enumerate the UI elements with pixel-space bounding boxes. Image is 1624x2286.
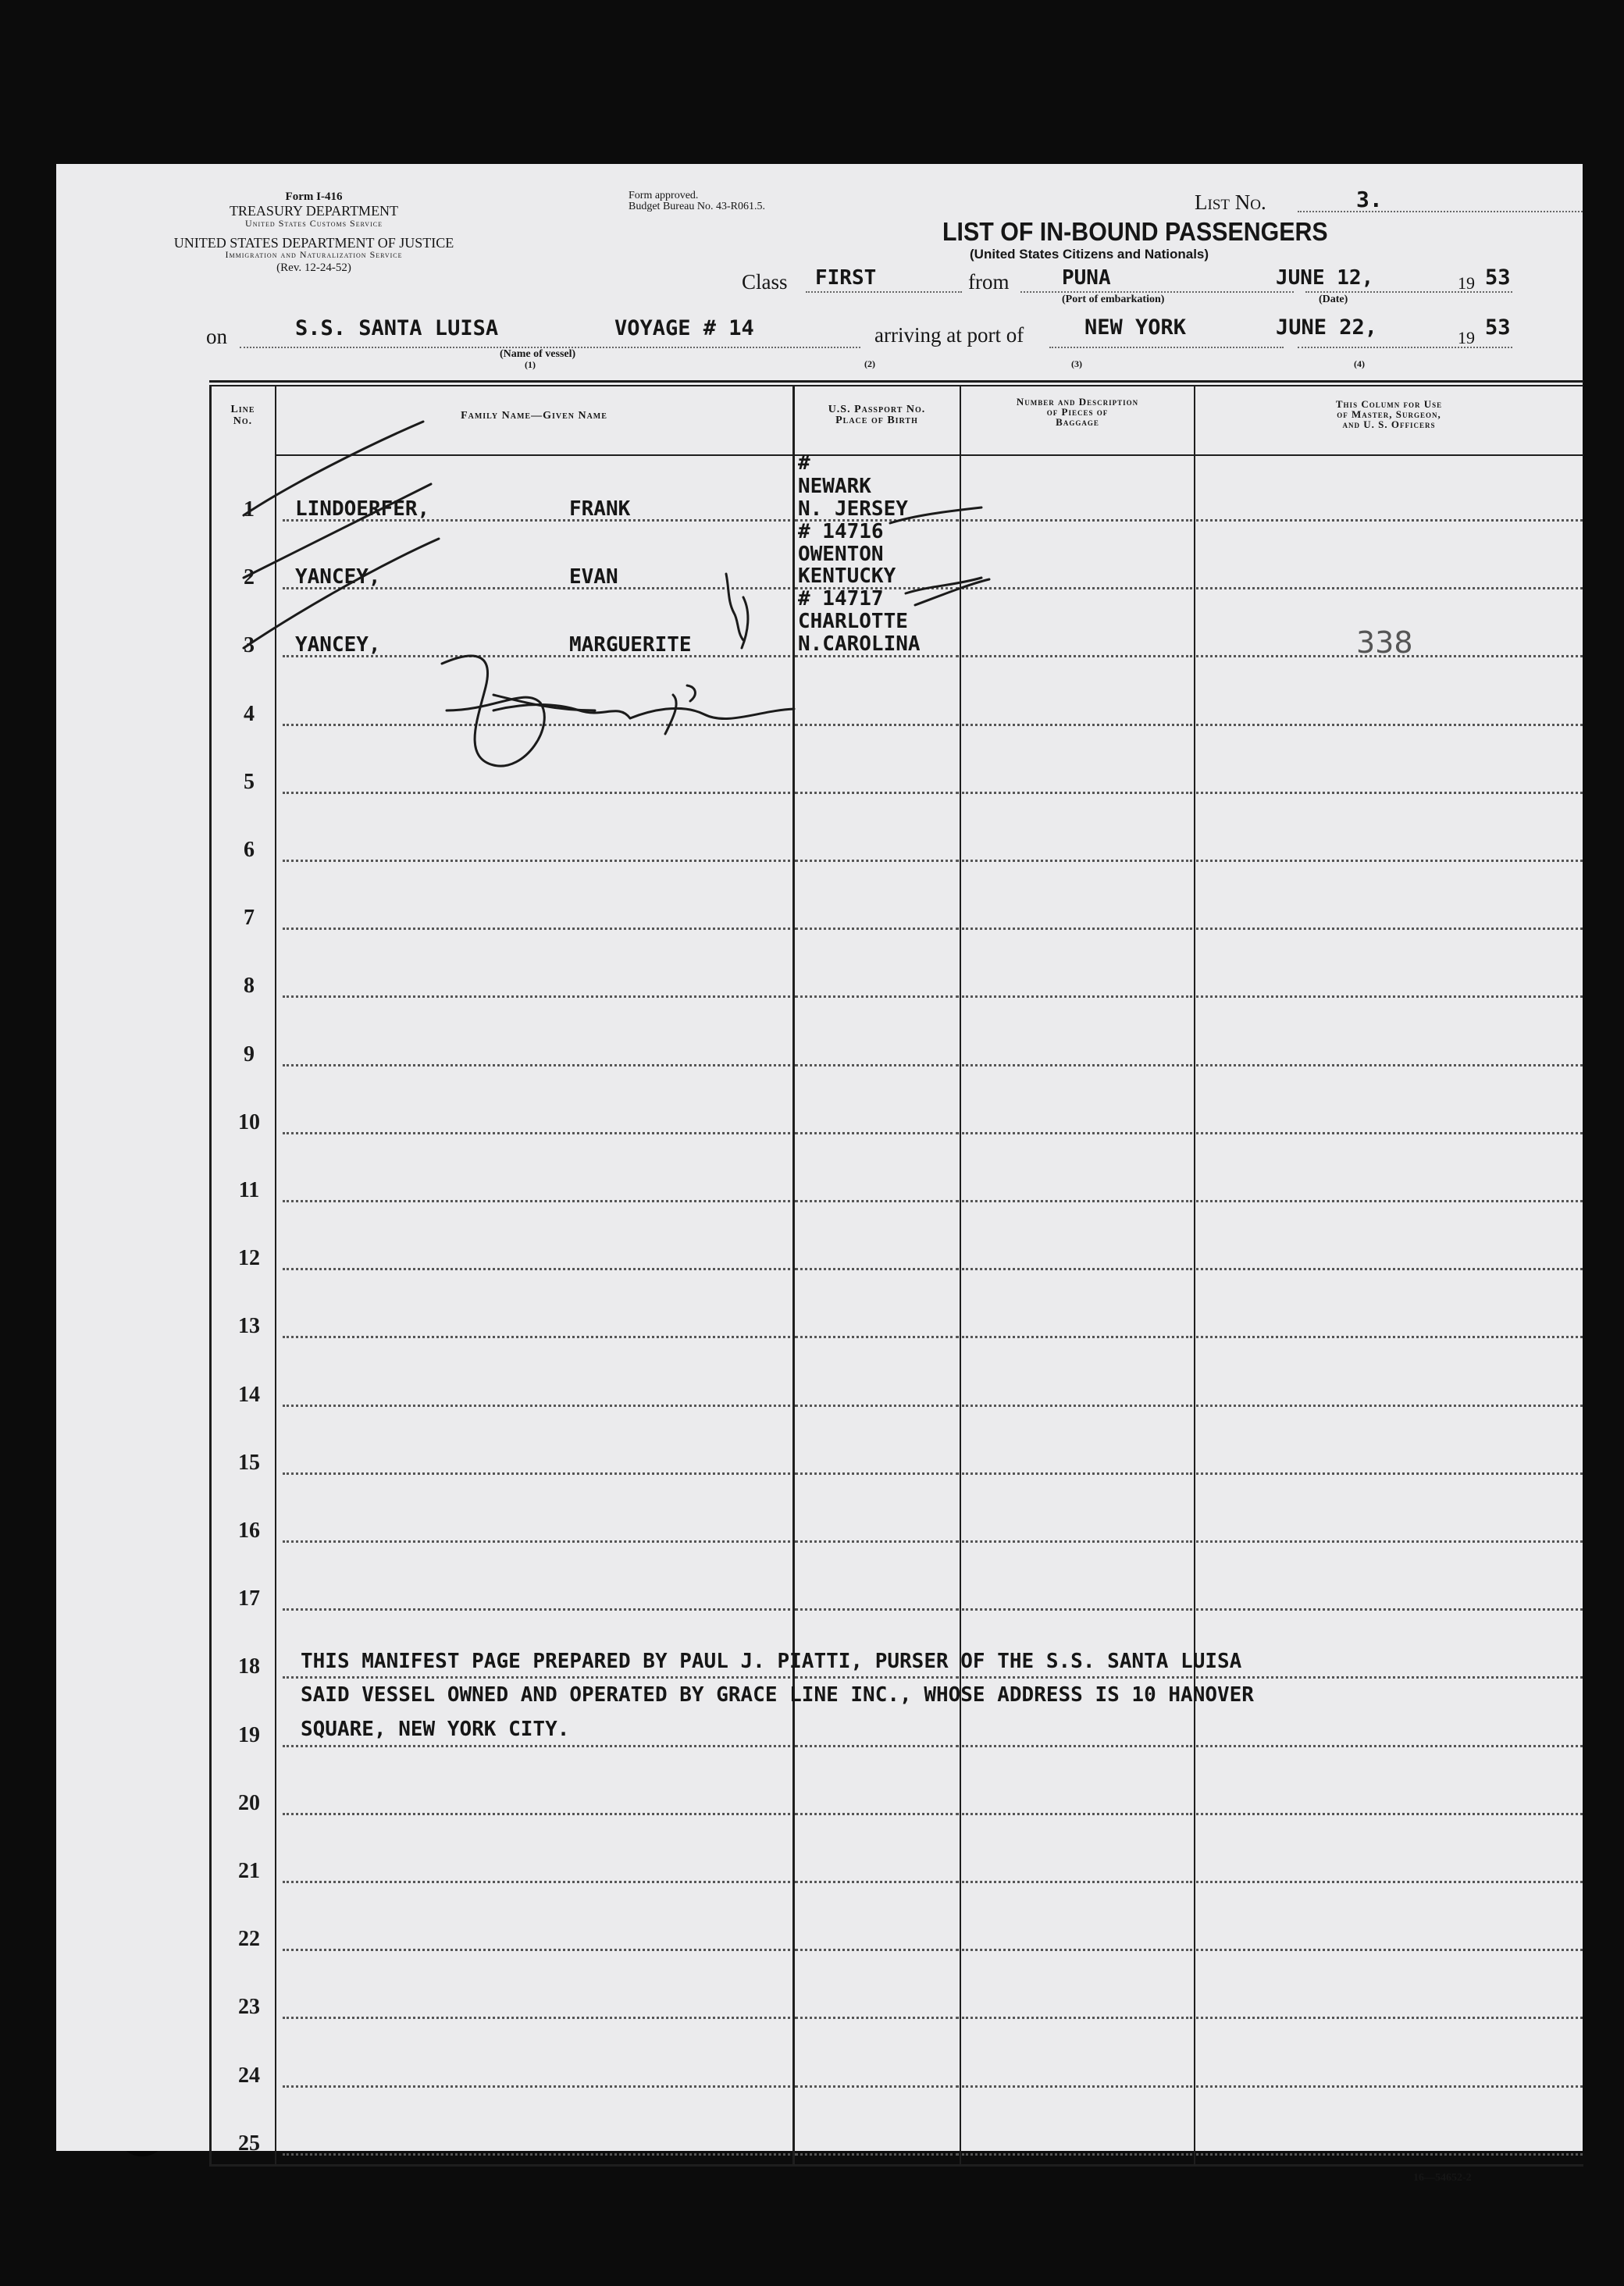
line-number: 18 — [238, 1654, 260, 1679]
line-number: 19 — [238, 1722, 260, 1747]
passenger-given-name: FRANK — [569, 497, 631, 521]
arrival-year: 53 — [1485, 315, 1511, 340]
line-number: 1 — [244, 497, 255, 522]
depart-year: 53 — [1485, 265, 1511, 290]
line-number: 20 — [238, 1790, 260, 1815]
arriving-label: arriving at port of — [874, 323, 1024, 347]
row-dotted-line — [283, 2153, 790, 2156]
line-number: 12 — [238, 1246, 260, 1271]
voyage-number: VOYAGE # 14 — [614, 316, 754, 340]
date-caption: (Date) — [1319, 294, 1348, 305]
line-number: 6 — [244, 838, 255, 862]
birthplace-entry: OWENTON — [798, 543, 884, 566]
caption-2: (2) — [864, 358, 875, 369]
manifest-page: Form I-416 TREASURY DEPARTMENT United States Customs Service UNITED STATES DEPARTMENT OF JUSTICE Immigration and Naturalization Service (Rev. 12-24-52) Form approved. Budget Bureau No. 43-R061.5. List No. 3. LIST OF IN-BOUND PASSENGERS (United States Citizens and Nationals) Class FIRST from PUNA (Port of embarkation) JUNE 12, (Date) 19 53 on S.S. SANTA LUISA VOYAGE # 14 (Name of vessel) (1) arriving at port of (2) NEW YORK (3) JUNE 22, (4) 19 53 Line No. Family Name—Given Name U.S. Passport No. Place of Birth Number and Description of Pieces of Baggage This Column for Use of Master, Surgeon, and U. S. Officers 1 2 3 4 5 6 7 8 9 10 11 12 13 14 15 16 17 18 19 20 21 22 23 24 25 LINDOERFER, FRANK YANCEY, EVAN YANCEY, MARGUERITE # NEWARK N. JERSEY # 14716 OWENTON KENTUCKY # 14717 CHARLOTTE N.CAROLINA 338 THIS MANIFEST PAGE PREPARED BY PAUL J. PIATTI, PURSER OF THE S.S. SANTA LUISA SAID VESSEL OWNED AND OPERATED BY GRACE LINE INC., WHOSE ADDRESS IS 10 HANOVER SQUARE, NEW YORK CITY. 16—54652-2 — [56, 164, 1583, 2151]
passenger-given-name: EVAN — [569, 565, 618, 589]
passenger-family-name: YANCEY, — [295, 565, 381, 589]
birthplace-entry: KENTUCKY — [798, 564, 896, 588]
caption-4: (4) — [1354, 358, 1365, 369]
passenger-given-name: MARGUERITE — [569, 633, 692, 657]
line-number: 21 — [238, 1859, 260, 1883]
line-number: 22 — [238, 1927, 260, 1952]
caption-3: (3) — [1071, 358, 1082, 369]
list-no-value: 3. — [1356, 187, 1383, 212]
row-dotted-line — [795, 2153, 959, 2156]
line-number: 7 — [244, 906, 255, 931]
caption-1: (1) — [525, 359, 536, 370]
justice-dept: UNITED STATES DEPARTMENT OF JUSTICE — [173, 235, 454, 251]
list-no-label: List No. — [1195, 190, 1266, 214]
treasury-dept: TREASURY DEPARTMENT — [229, 203, 399, 219]
budget-bureau: Budget Bureau No. 43-R061.5. — [629, 201, 765, 212]
statement-line: SAID VESSEL OWNED AND OPERATED BY GRACE LINE INC., WHOSE ADDRESS IS 10 HANOVER — [301, 1683, 1254, 1707]
birthplace-entry: N. JERSEY — [798, 497, 908, 521]
col-passport-header: U.S. Passport No. — [828, 404, 926, 415]
col-baggage-header: Number and Description — [1016, 396, 1139, 408]
birthplace-entry: CHARLOTTE — [798, 610, 908, 633]
col-officers-header: This Column for Use — [1335, 398, 1443, 410]
officer-note: 338 — [1356, 625, 1413, 660]
line-number: 25 — [238, 2131, 260, 2156]
line-number: 23 — [238, 1995, 260, 2020]
line-number: 9 — [244, 1042, 255, 1066]
line-number: 15 — [238, 1450, 260, 1475]
embark-port: PUNA — [1062, 266, 1111, 290]
line-number: 8 — [244, 974, 255, 999]
vessel-caption: (Name of vessel) — [500, 348, 576, 360]
form-approved: Form approved. — [629, 190, 699, 201]
customs-service: United States Customs Service — [245, 218, 383, 229]
arrival-date: JUNE 22, — [1276, 315, 1378, 340]
depart-year-prefix: 19 — [1458, 273, 1475, 293]
form-footer-code: 16—54652-2 — [1413, 2172, 1472, 2184]
line-number: 16 — [238, 1519, 260, 1543]
line-number: 17 — [238, 1586, 260, 1611]
passport-entry: # 14717 — [798, 587, 884, 611]
arrival-port: NEW YORK — [1084, 315, 1187, 340]
handwritten-marks — [56, 164, 1583, 2151]
line-number: 2 — [244, 565, 255, 590]
line-number: 10 — [238, 1109, 260, 1134]
birthplace-entry: NEWARK — [798, 475, 871, 498]
embark-caption: (Port of embarkation) — [1062, 294, 1165, 305]
arrival-year-prefix: 19 — [1458, 328, 1475, 347]
passenger-family-name: YANCEY, — [295, 633, 381, 657]
page-title: LIST OF IN-BOUND PASSENGERS — [942, 217, 1328, 246]
statement-line: THIS MANIFEST PAGE PREPARED BY PAUL J. PIATTI, PURSER OF THE S.S. SANTA LUISA — [301, 1650, 1242, 1673]
statement-line: SQUARE, NEW YORK CITY. — [301, 1718, 570, 1741]
depart-date: JUNE 12, — [1276, 266, 1374, 290]
table-bottom-border — [209, 2164, 1583, 2167]
class-value: FIRST — [815, 266, 877, 290]
line-number: 13 — [238, 1314, 260, 1339]
from-label: from — [968, 270, 1010, 294]
birthplace-entry: N.CAROLINA — [798, 632, 921, 656]
col-line-header: Line — [230, 404, 255, 415]
revision-date: (Rev. 12-24-52) — [276, 262, 351, 274]
passenger-family-name: LINDOERFER, — [295, 497, 430, 521]
form-number: Form I-416 — [285, 190, 343, 203]
line-number: 24 — [238, 2063, 260, 2088]
passport-entry: # — [798, 451, 810, 475]
page-subtitle: (United States Citizens and Nationals) — [970, 247, 1209, 262]
line-number: 4 — [244, 701, 255, 726]
col-name-header: Family Name—Given Name — [461, 410, 607, 422]
class-label: Class — [742, 270, 788, 294]
vessel-name: S.S. SANTA LUISA — [295, 316, 499, 340]
passport-entry: # 14716 — [798, 520, 884, 543]
row-dotted-line — [1196, 2153, 1583, 2156]
line-number: 14 — [238, 1382, 260, 1407]
line-number: 11 — [238, 1178, 260, 1202]
ins-service: Immigration and Naturalization Service — [225, 249, 403, 260]
line-number: 3 — [244, 633, 255, 658]
row-dotted-line — [962, 2153, 1192, 2156]
line-number: 5 — [244, 769, 255, 794]
on-label: on — [206, 325, 227, 348]
